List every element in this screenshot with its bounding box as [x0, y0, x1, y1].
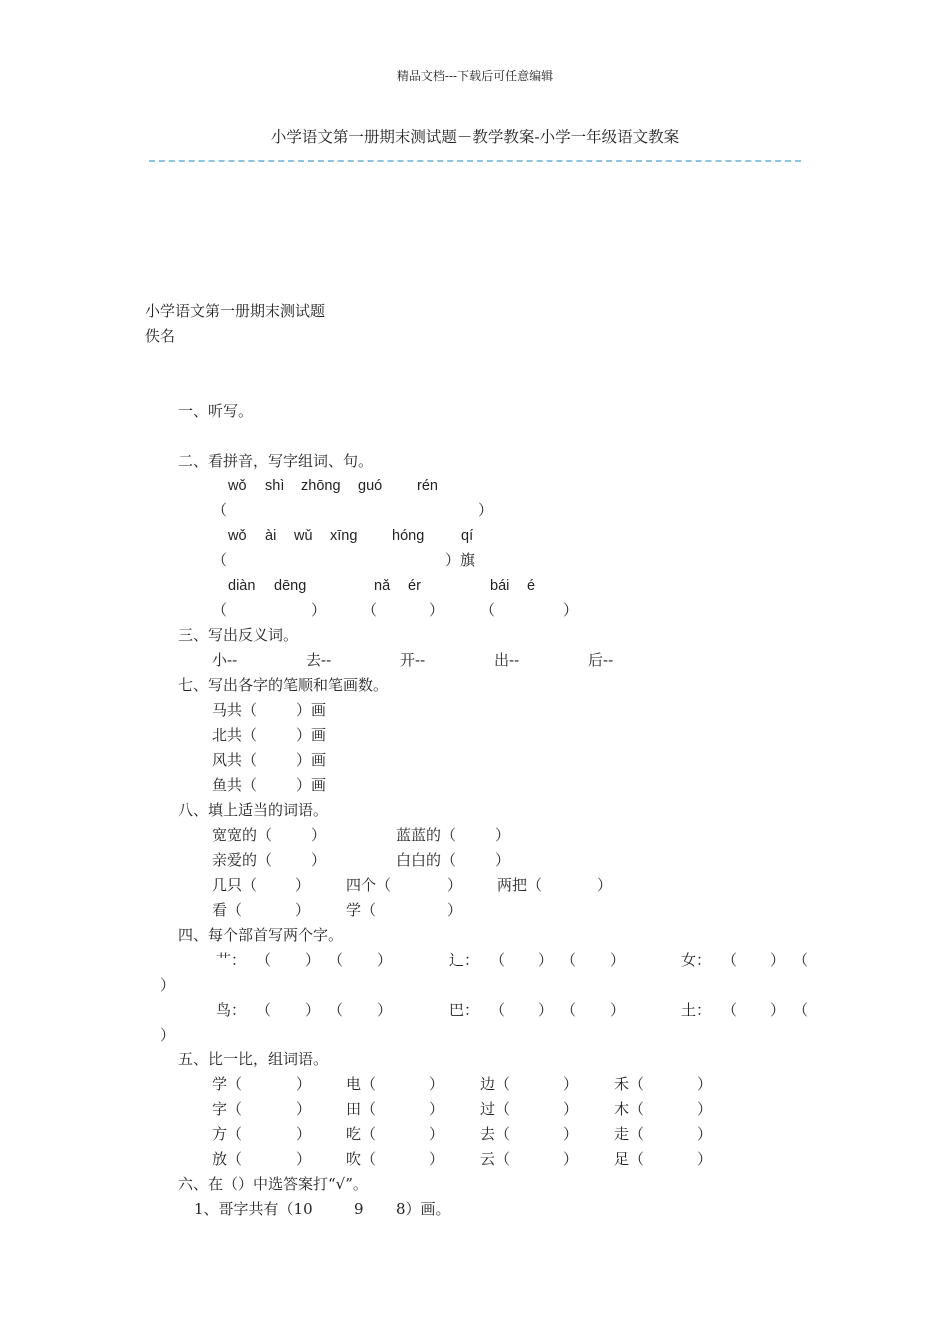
- compare-item: 吃（: [346, 1125, 377, 1143]
- pinyin: ér: [408, 578, 421, 594]
- answer-blank-open: （: [212, 551, 228, 569]
- antonym-item: 去--: [306, 651, 332, 669]
- section-5-heading: 五、比一比，组词语。: [178, 1050, 329, 1068]
- paren: （: [490, 1001, 506, 1019]
- paren: ）: [305, 951, 321, 969]
- compare-item-end: ）: [697, 1075, 713, 1093]
- answer-blank-open: （: [212, 601, 228, 619]
- section-1-heading: 一、听写。: [178, 402, 254, 420]
- pinyin: rén: [417, 478, 438, 494]
- compare-item-end: ）: [429, 1125, 445, 1143]
- paren: ）: [538, 1001, 554, 1019]
- pinyin: zhōng: [301, 478, 341, 494]
- paren: ）: [377, 951, 393, 969]
- compare-item-end: ）: [563, 1100, 579, 1118]
- compare-item-end: ）: [697, 1150, 713, 1168]
- fill-item: 学（: [346, 901, 377, 919]
- header-divider: [149, 160, 801, 162]
- answer-blank-open: （: [362, 601, 378, 619]
- watermark-text: 精品文档---下载后可任意编辑: [396, 69, 554, 83]
- compare-item: 边（: [480, 1075, 511, 1093]
- fill-item: 亲爱的（: [212, 851, 273, 869]
- fill-item-end: ）: [597, 876, 613, 894]
- page-header-title: 小学语文第一册期末测试题－教学教案-小学一年级语文教案: [270, 128, 680, 146]
- fill-item-end: ）: [495, 851, 511, 869]
- paren: ）: [770, 951, 786, 969]
- paren: ）: [610, 1001, 626, 1019]
- antonym-item: 出--: [494, 651, 520, 669]
- compare-item-end: ）: [563, 1075, 579, 1093]
- fill-item: 四个（: [346, 876, 392, 894]
- fill-item: 白白的（: [396, 851, 457, 869]
- doc-author: 佚名: [145, 327, 176, 345]
- paren: （: [328, 951, 344, 969]
- compare-item-end: ）: [296, 1075, 312, 1093]
- compare-item: 学（: [212, 1075, 243, 1093]
- paren: （: [722, 951, 738, 969]
- section-4-heading: 四、每个部首写两个字。: [178, 926, 344, 944]
- fill-item: 蓝蓝的（: [396, 826, 457, 844]
- compare-item: 电（: [346, 1075, 377, 1093]
- section-3-heading: 三、写出反义词。: [178, 626, 299, 644]
- paren: ）: [770, 1001, 786, 1019]
- paren: ）: [160, 976, 176, 994]
- compare-item-end: ）: [697, 1125, 713, 1143]
- stroke-item: 北共（: [212, 726, 258, 744]
- pinyin: wǒ: [228, 478, 247, 494]
- antonym-item: 开--: [400, 651, 426, 669]
- paren: ）: [160, 1026, 176, 1044]
- compare-item: 放（: [212, 1150, 243, 1168]
- paren: （: [328, 1001, 344, 1019]
- compare-item: 足（: [614, 1150, 645, 1168]
- compare-item-end: ）: [429, 1100, 445, 1118]
- compare-item: 吹（: [346, 1150, 377, 1168]
- answer-blank-close: ）: [478, 501, 494, 519]
- doc-title: 小学语文第一册期末测试题: [145, 302, 326, 320]
- compare-item-end: ）: [563, 1150, 579, 1168]
- pinyin: dēng: [274, 578, 307, 594]
- paren: ）: [610, 951, 626, 969]
- section-8-heading: 八、填上适当的词语。: [178, 801, 329, 819]
- stroke-item: 风共（: [212, 751, 258, 769]
- answer-blank-close: ）旗: [445, 551, 476, 569]
- pinyin: wǔ: [294, 528, 313, 544]
- pinyin: guó: [358, 478, 383, 494]
- fill-item: 两把（: [497, 876, 543, 894]
- fill-item-end: ）: [495, 826, 511, 844]
- stroke-item: 马共（: [212, 701, 258, 719]
- pinyin: qí: [461, 528, 474, 544]
- compare-item: 走（: [614, 1125, 645, 1143]
- compare-item-end: ）: [429, 1075, 445, 1093]
- compare-item-end: ）: [563, 1125, 579, 1143]
- paren: （: [256, 1001, 272, 1019]
- fill-item: 看（: [212, 901, 243, 919]
- fill-item: 几只（: [212, 876, 258, 894]
- answer-blank-open: （: [480, 601, 496, 619]
- paren: （: [256, 951, 272, 969]
- paren: （: [490, 951, 506, 969]
- antonym-item: 后--: [588, 651, 614, 669]
- stroke-item-end: ）画: [296, 776, 327, 794]
- paren: （: [561, 951, 577, 969]
- radical-label: 艹：: [216, 951, 247, 969]
- fill-item-end: ）: [311, 851, 327, 869]
- compare-item: 木（: [614, 1100, 645, 1118]
- question-option: 9: [354, 1200, 364, 1218]
- pinyin: bái: [490, 578, 510, 594]
- pinyin: ài: [265, 528, 277, 544]
- fill-item-end: ）: [295, 901, 311, 919]
- answer-blank-close: ）: [563, 601, 579, 619]
- answer-blank-close: ）: [429, 601, 445, 619]
- paren: ）: [377, 1001, 393, 1019]
- paren: （: [793, 951, 809, 969]
- radical-label: 土：: [681, 1001, 712, 1019]
- compare-item-end: ）: [429, 1150, 445, 1168]
- fill-item: 宽宽的（: [212, 826, 273, 844]
- compare-item: 云（: [480, 1150, 511, 1168]
- question-text: 8）画。: [396, 1200, 451, 1218]
- pinyin: diàn: [228, 578, 256, 594]
- compare-item: 过（: [480, 1100, 511, 1118]
- compare-item: 田（: [346, 1100, 377, 1118]
- radical-label: 巴：: [449, 1001, 480, 1019]
- fill-item-end: ）: [447, 876, 463, 894]
- fill-item-end: ）: [311, 826, 327, 844]
- compare-item: 禾（: [614, 1075, 645, 1093]
- radical-label: 辶：: [449, 951, 480, 969]
- compare-item-end: ）: [296, 1100, 312, 1118]
- paren: ）: [305, 1001, 321, 1019]
- paren: （: [561, 1001, 577, 1019]
- section-7-heading: 七、写出各字的笔顺和笔画数。: [178, 676, 389, 694]
- pinyin: wǒ: [228, 528, 247, 544]
- pinyin: shì: [265, 478, 285, 494]
- answer-blank-close: ）: [311, 601, 327, 619]
- stroke-item-end: ）画: [296, 751, 327, 769]
- paren: ）: [538, 951, 554, 969]
- compare-item-end: ）: [296, 1150, 312, 1168]
- question-text: 1、哥字共有（10: [194, 1200, 313, 1218]
- pinyin: xīng: [330, 528, 358, 544]
- pinyin: hóng: [392, 528, 425, 544]
- stroke-item-end: ）画: [296, 726, 327, 744]
- radical-label: 鸟：: [216, 1001, 247, 1019]
- paren: （: [793, 1001, 809, 1019]
- stroke-item: 鱼共（: [212, 776, 258, 794]
- compare-item: 方（: [212, 1125, 243, 1143]
- fill-item-end: ）: [447, 901, 463, 919]
- section-2-heading: 二、看拼音，写字组词、句。: [178, 452, 374, 470]
- paren: （: [722, 1001, 738, 1019]
- radical-label: 女：: [681, 951, 712, 969]
- pinyin: nǎ: [374, 578, 391, 594]
- compare-item: 字（: [212, 1100, 243, 1118]
- compare-item-end: ）: [296, 1125, 312, 1143]
- compare-item: 去（: [480, 1125, 511, 1143]
- stroke-item-end: ）画: [296, 701, 327, 719]
- fill-item-end: ）: [295, 876, 311, 894]
- section-6-heading: 六、在（）中选答案打“√”。: [178, 1175, 368, 1193]
- pinyin: é: [527, 578, 536, 594]
- compare-item-end: ）: [697, 1100, 713, 1118]
- antonym-item: 小--: [212, 651, 238, 669]
- answer-blank-open: （: [212, 501, 228, 519]
